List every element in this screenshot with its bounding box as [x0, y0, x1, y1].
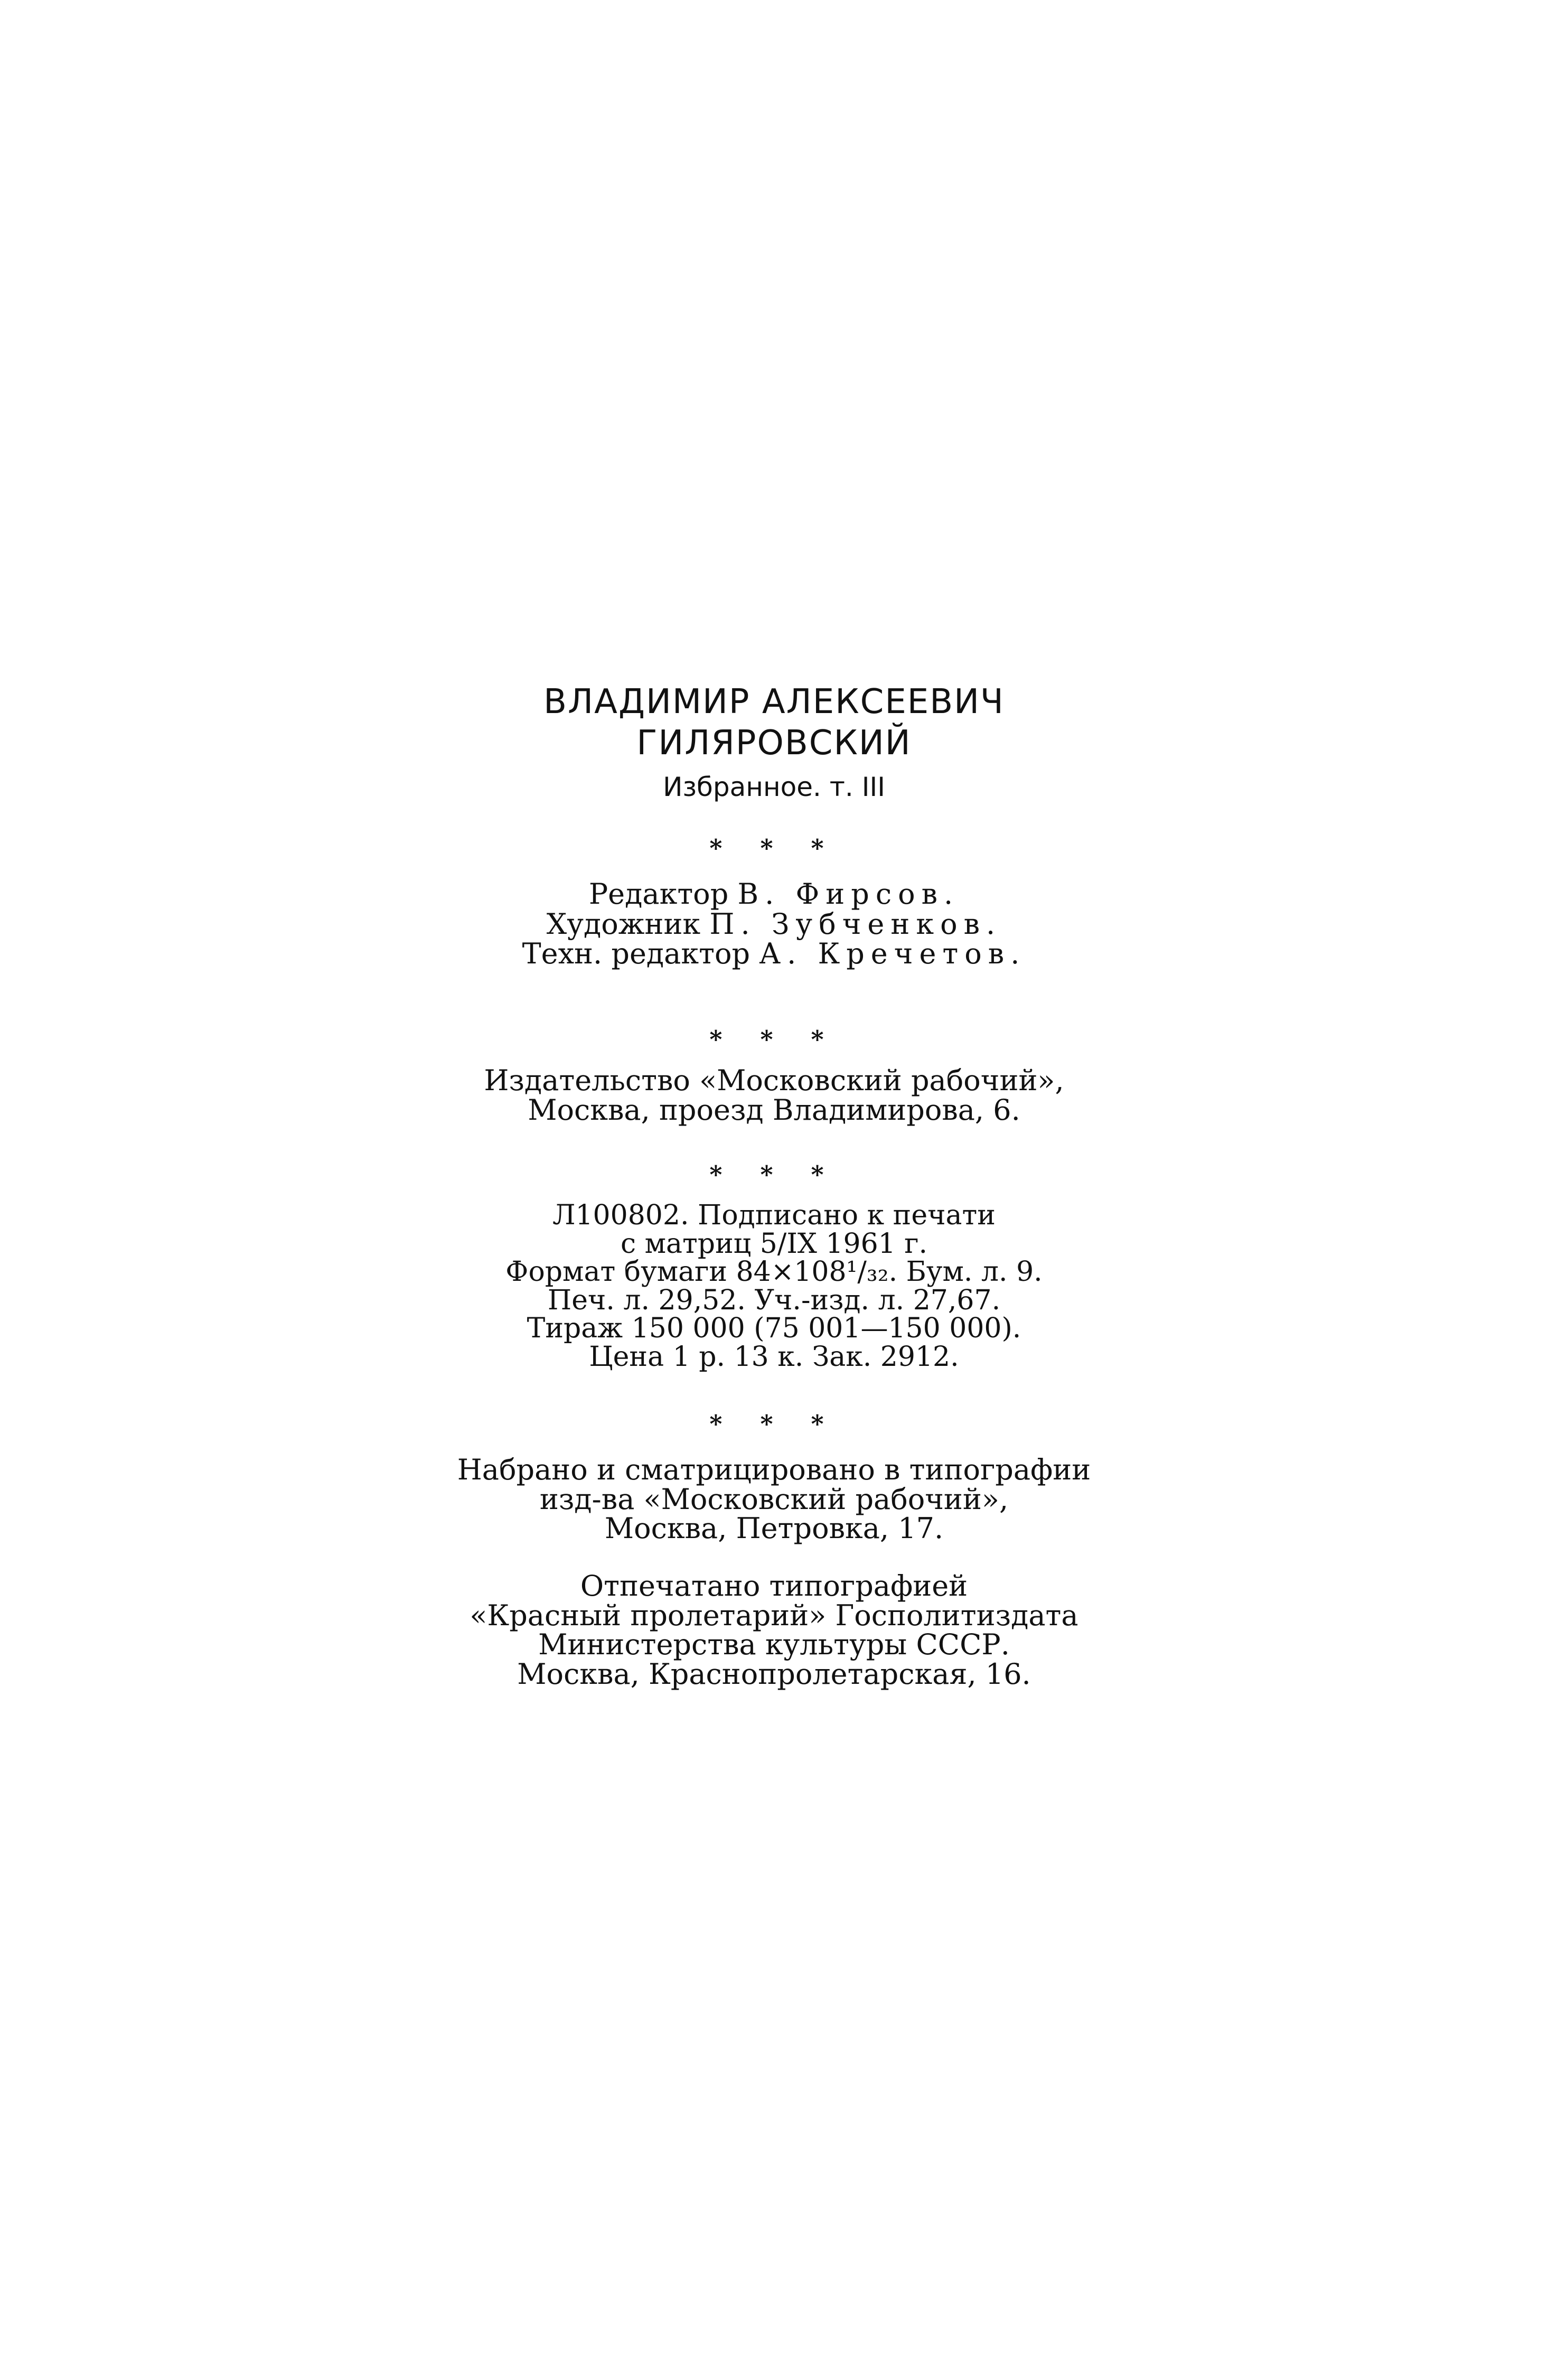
separator [0, 833, 1548, 863]
publisher-line: Издательство «Московский рабочий», [484, 1064, 1064, 1097]
print-details [0, 1202, 1548, 1371]
printer-line: «Красный пролетарий» Госполитиздата [470, 1598, 1078, 1632]
separator-stars: * * * [709, 1410, 839, 1438]
publisher-line: Москва, проезд Владимирова, 6. [528, 1093, 1020, 1127]
credit-role: Редактор [588, 877, 729, 911]
print-line: с матриц 5/IX 1961 г. [620, 1228, 928, 1260]
separator-stars: * * * [709, 1160, 839, 1189]
print-line: Печ. л. 29,52. Уч.-изд. л. 27,67. [547, 1284, 1001, 1316]
credit-person: В. Фирсов. [737, 877, 960, 911]
separator [0, 1160, 1548, 1189]
author-line: ГИЛЯРОВСКИЙ [636, 724, 912, 763]
printer-info [0, 1571, 1548, 1689]
credit-role: Художник [546, 907, 701, 941]
author-name [0, 681, 1548, 764]
credit-person: А. Кречетов. [759, 937, 1026, 971]
title-line: Избранное. т. III [663, 772, 885, 802]
separator [0, 1409, 1548, 1439]
publisher-info [0, 1066, 1548, 1125]
separator-stars: * * * [709, 1025, 839, 1054]
credit-line [0, 907, 1548, 941]
typesetting-line: Набрано и сматрицировано в типографии [457, 1453, 1091, 1486]
printer-line: Министерства культуры СССР. [538, 1628, 1010, 1662]
print-line: Тираж 150 000 (75 001—150 000). [527, 1313, 1021, 1345]
print-line: Цена 1 р. 13 к. Зак. 2912. [589, 1341, 959, 1373]
printer-line: Отпечатано типографией [580, 1569, 968, 1603]
typesetting-info [0, 1455, 1548, 1543]
author-line: ВЛАДИМИР АЛЕКСЕЕВИЧ [543, 682, 1005, 722]
credit-line [0, 879, 1548, 910]
typesetting-line: изд-ва «Московский рабочий», [539, 1482, 1009, 1516]
credits [0, 879, 1548, 969]
printer-line: Москва, Краснопролетарская, 16. [517, 1657, 1031, 1691]
typesetting-line: Москва, Петровка, 17. [604, 1512, 944, 1545]
print-line: Формат бумаги 84×108¹/₃₂. Бум. л. 9. [505, 1256, 1043, 1288]
credit-role: Техн. редактор [522, 937, 750, 971]
credit-person: П. Зубченков. [709, 907, 1002, 941]
separator [0, 1025, 1548, 1054]
print-line: Л100802. Подписано к печати [552, 1200, 996, 1231]
credit-line [0, 939, 1548, 969]
book-title [0, 771, 1548, 803]
separator-stars: * * * [709, 834, 839, 863]
